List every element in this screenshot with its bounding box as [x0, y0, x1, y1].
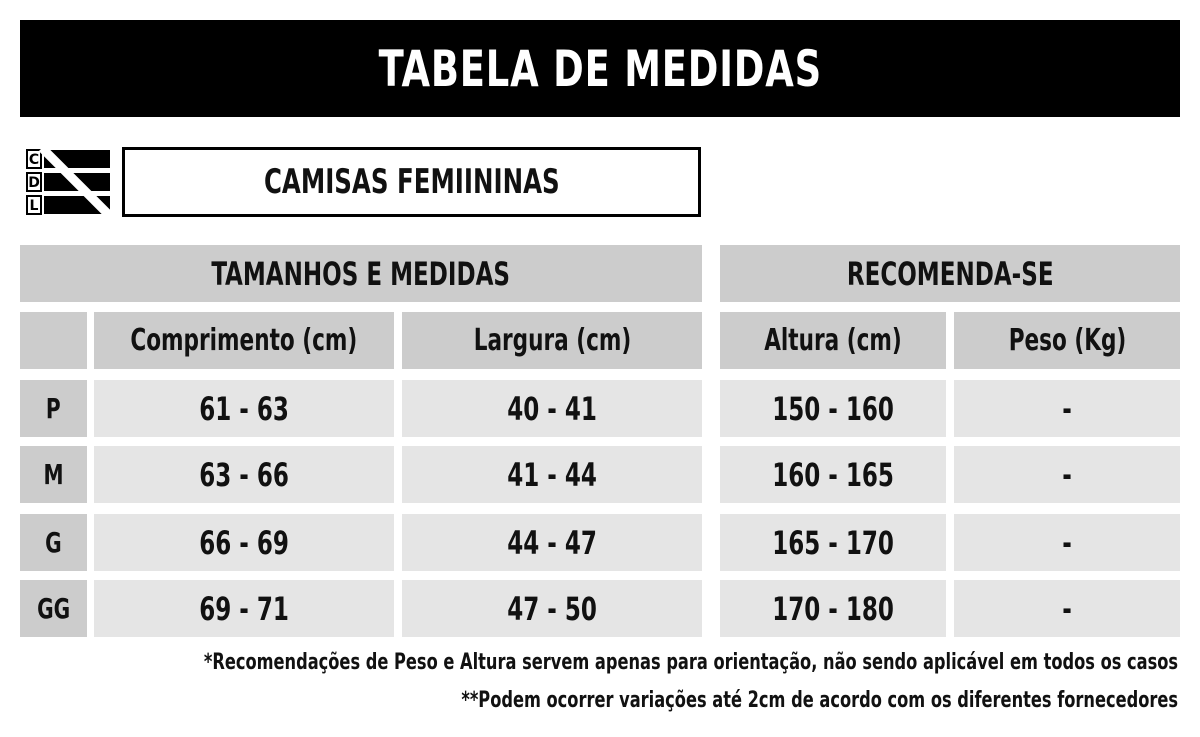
brand-logo [26, 148, 112, 216]
size-label: G [45, 526, 62, 559]
size-label: P [46, 392, 61, 425]
table-cell-length [94, 514, 394, 571]
column-header-size [20, 312, 87, 369]
group-header-measures-label: TAMANHOS E MEDIDAS [211, 254, 511, 293]
length-value: 61 - 63 [199, 389, 289, 428]
height-value: 160 - 165 [772, 455, 894, 494]
table-cell-weight [954, 514, 1180, 571]
footnote-variation: **Podem ocorrer variações até 2cm de acordo com os diferentes fornecedores [461, 688, 1178, 713]
table-cell-length [94, 380, 394, 437]
table-cell-height [720, 514, 946, 571]
table-cell-weight [954, 580, 1180, 637]
group-header-recommend [720, 245, 1180, 302]
height-value: 165 - 170 [772, 523, 894, 562]
table-cell-width [402, 580, 702, 637]
table-cell-width [402, 380, 702, 437]
weight-value: - [1062, 589, 1072, 628]
group-header-recommend-label: RECOMENDA-SE [846, 254, 1054, 293]
size-label: GG [36, 592, 71, 625]
column-header-height [720, 312, 946, 369]
column-header-weight [954, 312, 1180, 369]
weight-value: - [1062, 523, 1072, 562]
table-cell-weight [954, 380, 1180, 437]
length-value: 63 - 66 [199, 455, 289, 494]
width-value: 40 - 41 [507, 389, 597, 428]
table-cell-length [94, 580, 394, 637]
width-value: 44 - 47 [507, 523, 597, 562]
size-label: M [43, 458, 64, 491]
column-header-height-label: Altura (cm) [764, 323, 902, 358]
column-header-length [94, 312, 394, 369]
title-banner [20, 20, 1180, 117]
logo-letter-d: D [28, 175, 40, 191]
length-value: 66 - 69 [199, 523, 289, 562]
width-value: 41 - 44 [507, 455, 597, 494]
logo-letter-c: C [28, 152, 40, 168]
length-value: 69 - 71 [199, 589, 289, 628]
footnote-recommendation: *Recomendações de Peso e Altura servem apenas para orientação, não sendo aplicável em todos os casos [203, 650, 1178, 675]
height-value: 150 - 160 [772, 389, 894, 428]
width-value: 47 - 50 [507, 589, 597, 628]
table-cell-weight [954, 446, 1180, 503]
page-title: TABELA DE MEDIDAS [378, 39, 822, 98]
weight-value: - [1062, 389, 1072, 428]
column-header-width-label: Largura (cm) [473, 323, 631, 358]
table-cell-width [402, 514, 702, 571]
group-header-measures [20, 245, 702, 302]
table-row-size [20, 580, 87, 637]
table-cell-height [720, 446, 946, 503]
table-cell-height [720, 580, 946, 637]
table-row-size [20, 514, 87, 571]
column-header-weight-label: Peso (Kg) [1008, 323, 1126, 358]
column-header-length-label: Comprimento (cm) [130, 323, 358, 358]
table-row-size [20, 380, 87, 437]
height-value: 170 - 180 [772, 589, 894, 628]
table-row-size [20, 446, 87, 503]
product-category-box [122, 147, 701, 217]
table-cell-height [720, 380, 946, 437]
column-header-width [402, 312, 702, 369]
table-cell-length [94, 446, 394, 503]
logo-letter-l: L [29, 198, 39, 214]
weight-value: - [1062, 455, 1072, 494]
product-category-label: CAMISAS FEMIININAS [263, 162, 560, 202]
table-cell-width [402, 446, 702, 503]
